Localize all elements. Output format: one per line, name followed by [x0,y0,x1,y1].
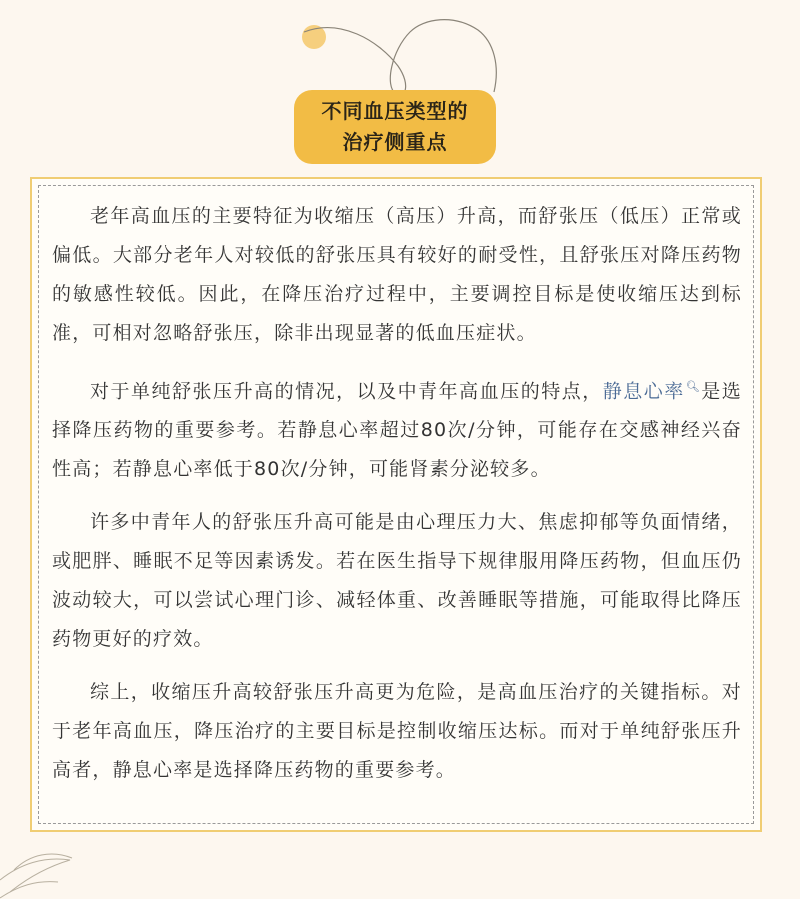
resting-heart-rate-link[interactable]: 静息心率 [602,380,685,403]
paragraph-summary: 综上，收缩压升高较舒张压升高更为危险，是高血压治疗的关键指标。对于老年高血压，降压治疗的主要目标是控制收缩压达标。而对于单纯舒张压升高者，静息心率是选择降压药物的重要参考。 [52,681,742,782]
article-body [52,197,742,804]
search-icon[interactable]: 🔍︎ [685,380,702,393]
section-title-badge [294,90,496,164]
paragraph-young-adults: 许多中青年人的舒张压升高可能是由心理压力大、焦虑抑郁等负面情绪，或肥胖、睡眠不足等因素诱发。若在医生指导下规律服用降压药物，但血压仍波动较大，可以尝试心理门诊、减轻体重、改善睡眠等措施，可能取得比降压药物更好的疗效。 [52,511,742,651]
section-title-line2: 治疗侧重点 [342,130,448,154]
paragraph-text: 对于单纯舒张压升高的情况，以及中青年高血压的特点， [90,380,603,403]
decorative-swirl [0,0,800,100]
paragraph-elderly-hypertension: 老年高血压的主要特征为收缩压（高压）升高，而舒张压（低压）正常或偏低。大部分老年人对较低的舒张压具有较好的耐受性，且舒张压对降压药物的敏感性较低。因此，在降压治疗过程中，主要调控目标是使收缩压达到标准，可相对忽略舒张压，除非出现显著的低血压症状。 [52,205,742,344]
paragraph-text: 是选择降压药物的重要参考。若静息心率超过80次/分钟，可能存在交感神经兴奋性高；若静息心率低于80次/分钟，可能肾素分泌较多。 [52,380,742,481]
decorative-leaves [0,840,120,899]
section-title-line1: 不同血压类型的 [321,99,469,123]
paragraph-resting-heart-rate [52,367,742,489]
